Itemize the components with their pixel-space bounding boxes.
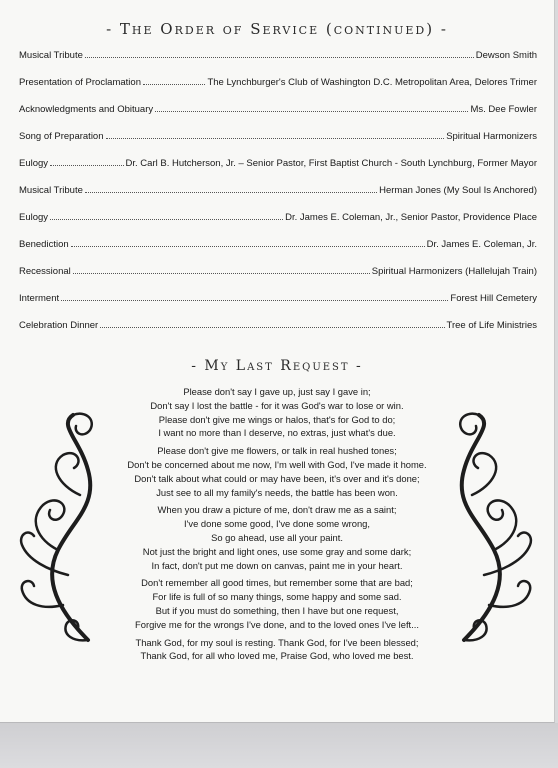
poem-line: Not just the bright and light ones, use some gray and some dark;	[142, 545, 412, 557]
my-last-request-title: My Last Request	[204, 358, 350, 374]
order-item-performer: Dewson Smith	[475, 50, 537, 61]
poem-line: Don't say I lost the battle - for it was God's war to lose or win.	[150, 399, 404, 411]
order-item-name: Eulogy	[19, 158, 49, 169]
poem-line: Please don't give me wings or halos, that's for God to do;	[158, 413, 396, 425]
order-row	[19, 158, 537, 185]
poem-line: Forgive me for the wrongs I've done, and to the loved ones I've left...	[135, 618, 419, 630]
poem-line: In fact, don't put me down on canvas, paint me in your heart.	[151, 559, 403, 571]
dot-leader	[61, 294, 448, 301]
poem-stanza	[110, 636, 444, 664]
poem-line: I've done some good, I've done some wrong,	[184, 518, 370, 530]
dot-leader	[85, 186, 377, 193]
order-item-name: Benediction	[19, 239, 69, 250]
order-item-performer: Ms. Dee Fowler	[470, 104, 537, 115]
poem-stanza	[110, 576, 444, 631]
poem-line: Thank God, for my soul is resting. Thank God, for I've been blessed;	[135, 636, 419, 648]
order-item-name: Musical Tribute	[19, 50, 83, 61]
order-item-performer: Tree of Life Ministries	[446, 320, 537, 331]
order-row	[19, 293, 537, 320]
order-item-name: Interment	[19, 293, 60, 304]
my-last-request-heading: - My Last Request -	[191, 358, 363, 374]
scroll-flourish-icon	[448, 410, 534, 646]
dot-leader	[50, 159, 123, 166]
poem-stanza	[110, 385, 444, 440]
poem	[110, 385, 444, 667]
order-item-performer: Dr. James E. Coleman, Jr., Senior Pastor, Providence Place	[285, 212, 537, 223]
order-row	[19, 212, 537, 239]
order-row	[19, 266, 537, 293]
dot-leader	[155, 105, 468, 112]
poem-line: Don't be concerned about me now, I'm well with God, I've made it home.	[127, 458, 427, 470]
dot-leader	[143, 78, 205, 85]
order-row	[19, 104, 537, 131]
order-item-name: Recessional	[19, 266, 71, 277]
order-item-performer: Dr. James E. Coleman, Jr.	[426, 239, 537, 250]
dot-leader	[71, 240, 425, 247]
scan-background	[0, 723, 558, 768]
dot-leader	[106, 132, 445, 139]
order-row	[19, 320, 537, 347]
order-item-name: Presentation of Proclamation	[19, 77, 141, 88]
order-row	[19, 239, 537, 266]
order-item-name: Song of Preparation	[19, 131, 104, 142]
poem-line: Please don't say I gave up, just say I gave in;	[183, 386, 371, 397]
poem-stanza	[110, 503, 444, 572]
order-row	[19, 131, 537, 158]
poem-line: Thank God, for all who loved me, Praise God, who loved me best.	[140, 650, 414, 662]
scroll-flourish-icon	[18, 410, 104, 646]
dot-leader	[100, 321, 444, 328]
order-of-service-title: The Order of Service (continued)	[119, 20, 435, 38]
order-row	[19, 185, 537, 212]
dot-leader	[85, 51, 474, 58]
order-item-performer: Forest Hill Cemetery	[450, 293, 537, 304]
poem-line: When you draw a picture of me, don't draw me as a saint;	[157, 504, 397, 516]
order-item-performer: Spiritual Harmonizers	[446, 131, 537, 142]
order-item-name: Acknowledgments and Obituary	[19, 104, 154, 115]
poem-line: I want no more than I deserve, no extras, just what's due.	[158, 427, 396, 439]
order-row	[19, 50, 537, 77]
poem-line: But if you must do something, then I have but one request,	[155, 604, 399, 616]
poem-line: Please don't give me flowers, or talk in real hushed tones;	[157, 445, 397, 457]
poem-line: Don't talk about what could or may have been, it's over and it's done;	[134, 472, 420, 484]
order-item-name: Musical Tribute	[19, 185, 83, 196]
dot-leader	[50, 213, 283, 220]
order-row	[19, 77, 537, 104]
order-of-service-heading: - The Order of Service (continued) -	[106, 20, 448, 38]
order-item-name: Celebration Dinner	[19, 320, 99, 331]
poem-line: So go ahead, use all your paint.	[211, 531, 343, 543]
order-of-service-list	[19, 50, 537, 347]
poem-line: Don't remember all good times, but remember some that are bad;	[141, 577, 413, 589]
poem-stanza	[110, 444, 444, 499]
poem-line: Just see to all my family's needs, the battle has been won.	[156, 486, 398, 498]
order-item-performer: Spiritual Harmonizers (Hallelujah Train)	[371, 266, 537, 277]
order-item-name: Eulogy	[19, 212, 49, 223]
order-item-performer: Herman Jones (My Soul Is Anchored)	[379, 185, 537, 196]
order-item-performer: The Lynchburger's Club of Washington D.C. Metropolitan Area, Delores Trimer	[207, 77, 537, 88]
order-item-performer: Dr. Carl B. Hutcherson, Jr. – Senior Pastor, First Baptist Church - South Lynchburg, Former Mayor	[125, 158, 537, 169]
dot-leader	[73, 267, 370, 274]
poem-line: For life is full of so many things, some happy and some sad.	[152, 591, 402, 603]
